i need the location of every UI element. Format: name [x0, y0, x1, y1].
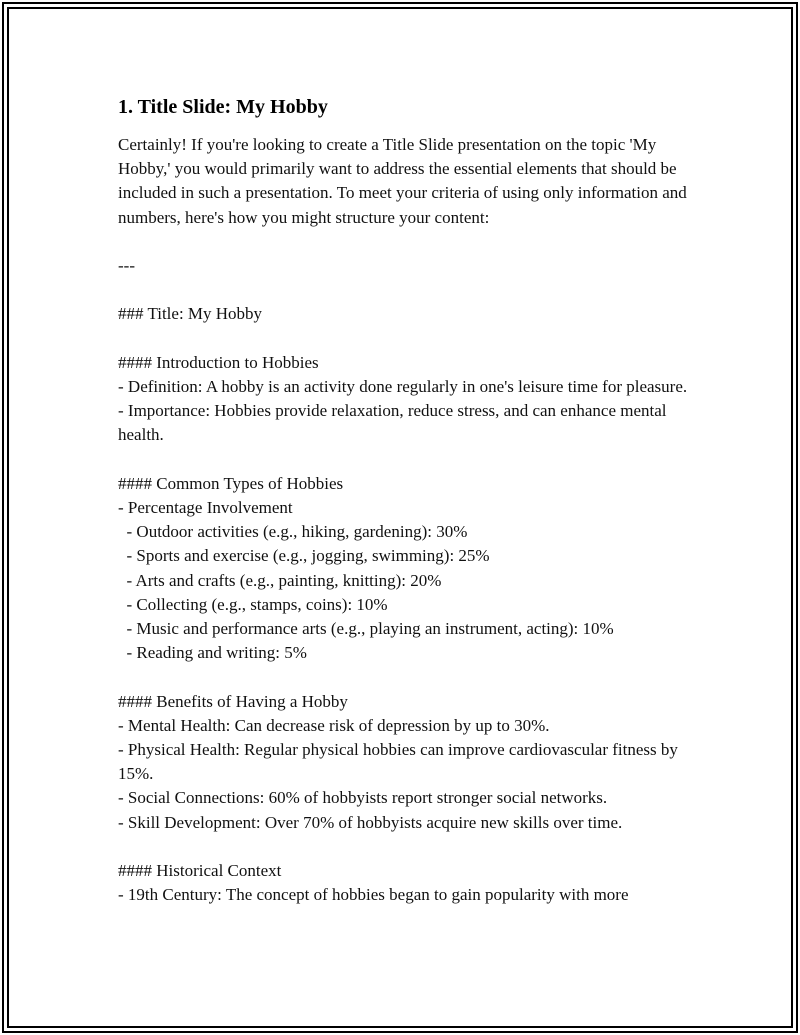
- list-item: - Definition: A hobby is an activity done regularly in one's leisure time for pleasure.: [118, 376, 688, 396]
- spacer: [118, 665, 688, 689]
- spacer: [118, 278, 688, 302]
- spacer: [118, 835, 688, 859]
- section-historical-context: [118, 859, 688, 907]
- main-heading: ### Title: My Hobby: [118, 304, 263, 324]
- list-item: - Physical Health: Regular physical hobbies can improve cardiovascular fitness by 15%.: [118, 740, 683, 784]
- list-item: - 19th Century: The concept of hobbies began to gain popularity with more: [118, 885, 629, 905]
- spacer: [118, 448, 688, 472]
- list-item: - Outdoor activities (e.g., hiking, gardening): 30%: [118, 522, 468, 542]
- section-common-types: [118, 472, 688, 666]
- list-item: - Reading and writing: 5%: [118, 643, 307, 663]
- section-heading: #### Common Types of Hobbies: [118, 473, 344, 493]
- intro-paragraph: Certainly! If you're looking to create a Title Slide presentation on the topic 'My Hobby,' you would primarily want to address the essential elements that should be included in such a presentation. To meet your criteria of using only information and numbers, here's how you might structure your content:: [118, 135, 692, 227]
- document-title: 1. Title Slide: My Hobby: [118, 96, 328, 118]
- section-heading: #### Historical Context: [118, 861, 282, 880]
- list-item: - Importance: Hobbies provide relaxation, reduce stress, and can enhance mental health.: [118, 401, 671, 445]
- list-item: - Skill Development: Over 70% of hobbyists acquire new skills over time.: [118, 812, 623, 832]
- document-body: [118, 95, 692, 907]
- list-item: - Social Connections: 60% of hobbyists report stronger social networks.: [118, 788, 608, 808]
- list-item: - Arts and crafts (e.g., painting, knitting): 20%: [118, 570, 442, 590]
- spacer: [118, 230, 688, 254]
- separator-line: ---: [118, 256, 135, 275]
- list-item: - Sports and exercise (e.g., jogging, swimming): 25%: [118, 546, 490, 566]
- list-item: - Percentage Involvement: [118, 497, 293, 517]
- section-heading: #### Introduction to Hobbies: [118, 352, 319, 372]
- list-item: - Music and performance arts (e.g., playing an instrument, acting): 10%: [118, 619, 614, 638]
- spacer: [118, 327, 688, 351]
- list-item: - Collecting (e.g., stamps, coins): 10%: [118, 594, 388, 614]
- section-introduction: [118, 351, 688, 448]
- section-benefits: [118, 690, 688, 835]
- list-item: - Mental Health: Can decrease risk of depression by up to 30%.: [118, 715, 550, 735]
- section-heading: #### Benefits of Having a Hobby: [118, 691, 348, 711]
